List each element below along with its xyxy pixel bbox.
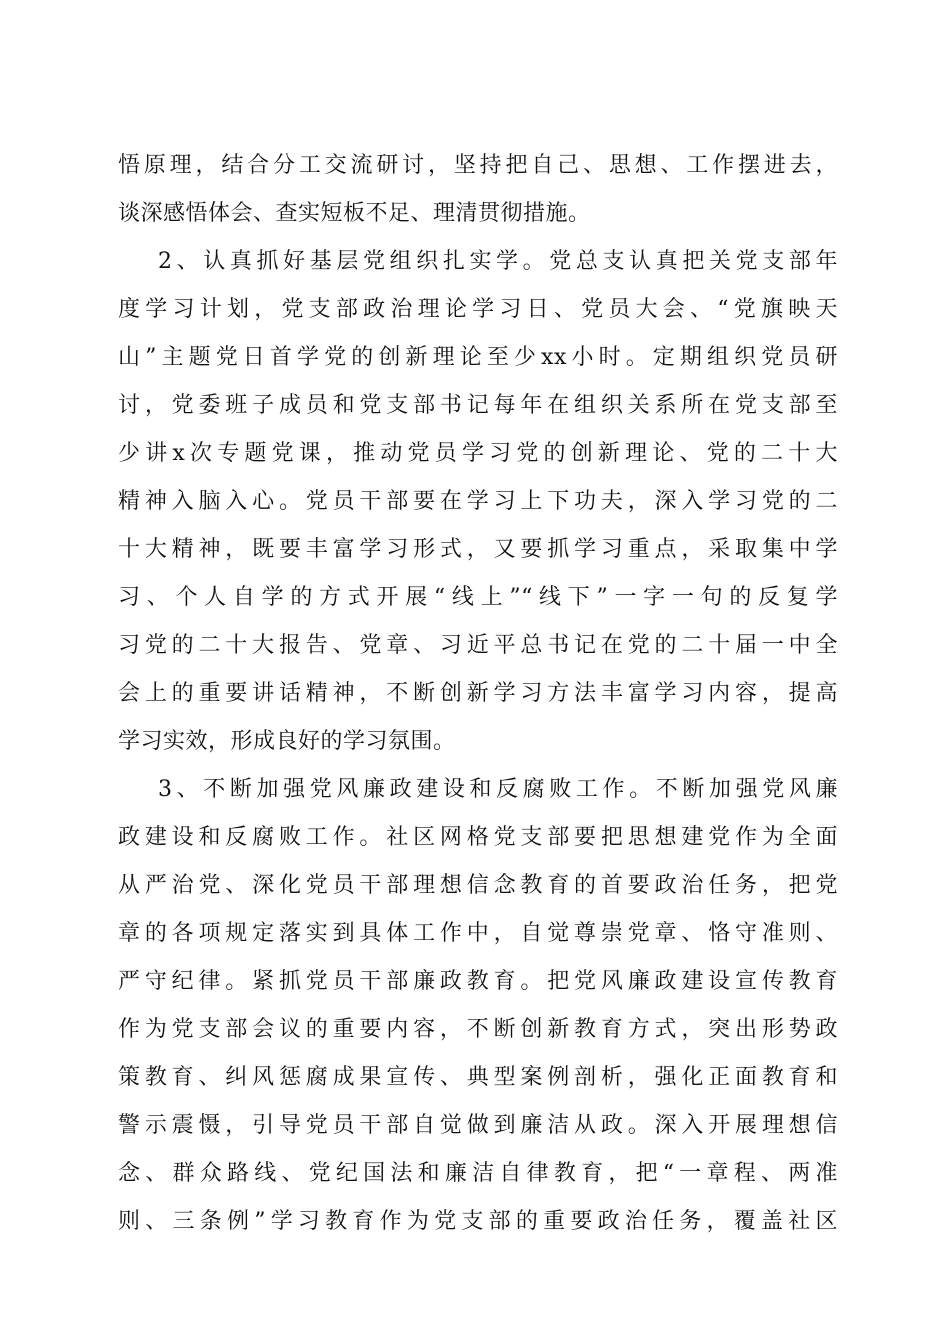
text-line: 会上的重要讲话精神，不断创新学习方法丰富学习内容，提高 <box>118 681 838 706</box>
text-line: 3、不断加强党风廉政建设和反腐败工作。不断加强党风廉 <box>158 777 838 802</box>
text-line: 少讲x次专题党课，推动党员学习党的创新理论、党的二十大 <box>118 441 838 466</box>
text-line: 则、三条例”学习教育作为党支部的重要政治任务，覆盖社区 <box>118 1209 838 1234</box>
text-line: 警示震慑，引导党员干部自觉做到廉洁从政。深入开展理想信 <box>118 1113 838 1138</box>
text-line: 度学习计划，党支部政治理论学习日、党员大会、“党旗映天 <box>118 297 838 322</box>
text-line: 2、认真抓好基层党组织扎实学。党总支认真把关党支部年 <box>158 249 838 274</box>
paragraph-1 <box>118 142 838 238</box>
paragraph-2 <box>118 238 838 766</box>
text-line: 十大精神，既要丰富学习形式，又要抓学习重点，采取集中学 <box>118 537 838 562</box>
text-line: 作为党支部会议的重要内容，不断创新教育方式，突出形势政 <box>118 1017 838 1042</box>
text-line: 策教育、纠风惩腐成果宣传、典型案例剖析，强化正面教育和 <box>118 1065 838 1090</box>
text-line: 谈深感悟体会、查实短板不足、理清贯彻措施。 <box>118 201 591 226</box>
text-line: 讨，党委班子成员和党支部书记每年在组织关系所在党支部至 <box>118 393 838 418</box>
text-line: 章的各项规定落实到具体工作中，自觉尊崇党章、恪守准则、 <box>118 921 838 946</box>
text-line: 学习实效，形成良好的学习氛围。 <box>118 729 456 754</box>
text-line: 念、群众路线、党纪国法和廉洁自律教育，把“一章程、两准 <box>118 1161 838 1186</box>
text-line: 习、个人自学的方式开展“线上”“线下”一字一句的反复学 <box>118 585 838 610</box>
text-line: 从严治党、深化党员干部理想信念教育的首要政治任务，把党 <box>118 873 838 898</box>
text-line: 悟原理，结合分工交流研讨，坚持把自己、思想、工作摆进去， <box>118 153 838 178</box>
text-line: 严守纪律。紧抓党员干部廉政教育。把党风廉政建设宣传教育 <box>118 969 838 994</box>
document-body <box>118 142 838 1246</box>
text-line: 习党的二十大报告、党章、习近平总书记在党的二十届一中全 <box>118 633 838 658</box>
text-line: 政建设和反腐败工作。社区网格党支部要把思想建党作为全面 <box>118 825 838 850</box>
paragraph-3 <box>118 766 838 1246</box>
text-line: 山”主题党日首学党的创新理论至少xx小时。定期组织党员研 <box>118 345 838 370</box>
text-line: 精神入脑入心。党员干部要在学习上下功夫，深入学习党的二 <box>118 489 838 514</box>
